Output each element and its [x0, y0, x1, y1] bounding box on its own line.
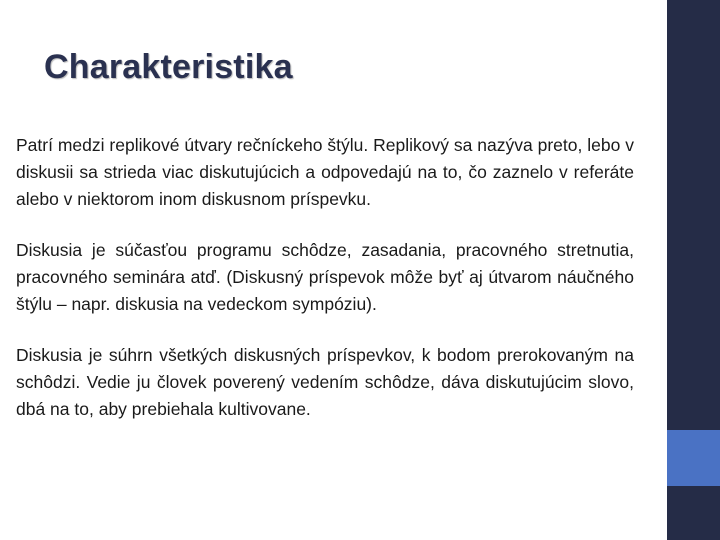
slide-body: [16, 132, 634, 447]
paragraph-context: Diskusia je súčasťou programu schôdze, zasadania, pracovného stretnutia, pracovného seminára atď. (Diskusný príspevok môže byť aj útvarom náučného štýlu – napr. diskusia na vedeckom sympóziu).: [16, 240, 634, 314]
slide-title: Charakteristika: [44, 48, 293, 86]
paragraph-definition: Patrí medzi replikové útvary rečníckeho štýlu. Replikový sa nazýva preto, lebo v diskusii sa strieda viac diskutujúcich a odpovedajú na to, čo zaznelo v referáte alebo v niektorom inom diskusnom príspevku.: [16, 135, 634, 209]
paragraph-summary: Diskusia je súhrn všetkých diskusných príspevkov, k bodom prerokovaným na schôdzi. Vedie ju človek poverený vedením schôdze, dáva diskutujúcim slovo, dbá na to, aby prebiehala kultivovane.: [16, 345, 634, 419]
side-accent-block: [667, 430, 720, 486]
